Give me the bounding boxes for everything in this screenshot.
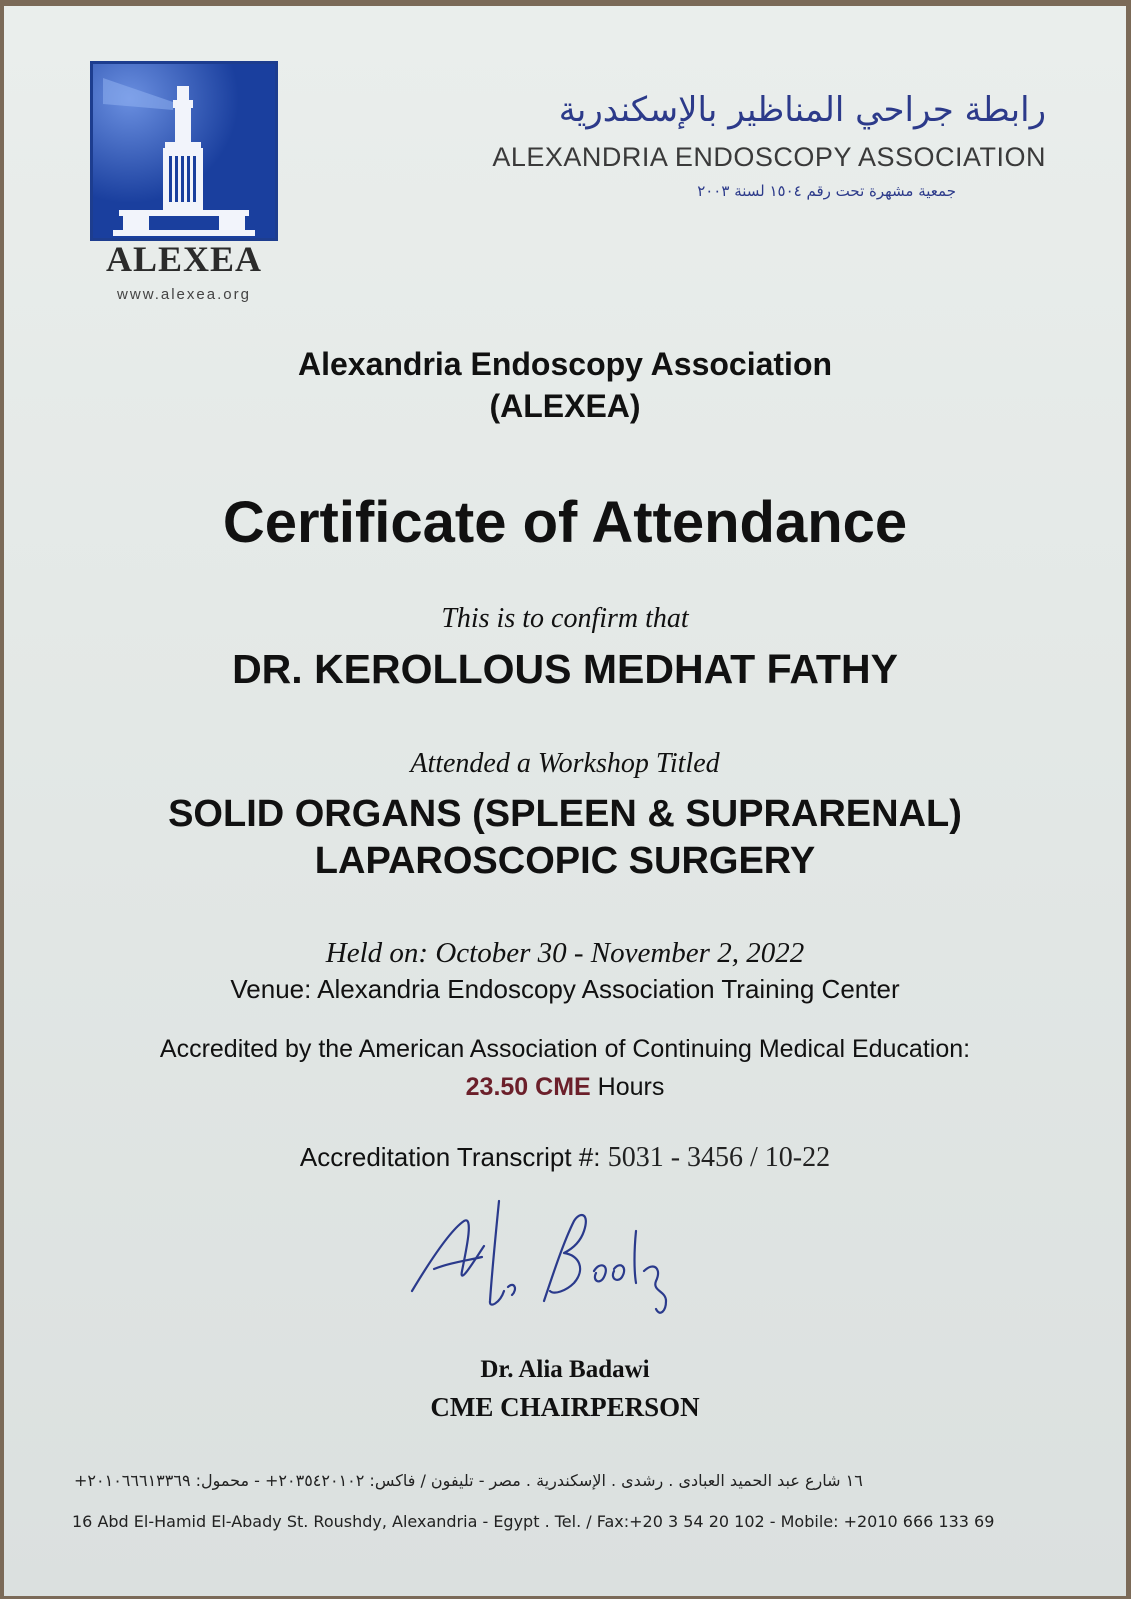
- accreditation-transcript: [4, 1142, 1126, 1174]
- held-on-dates: Held on: October 30 - November 2, 2022: [325, 937, 805, 969]
- transcript-number: 5031 - 3456 / 10-22: [607, 1142, 831, 1173]
- footer-address-english: 16 Abd El-Hamid El-Abady St. Roushdy, Alexandria - Egypt . Tel. / Fax:+20 3 54 20 102 - Mobile: +2010 666 133 69: [72, 1512, 995, 1531]
- signatory-name: Dr. Alia Badawi: [480, 1356, 650, 1383]
- association-name-english: ALEXANDRIA ENDOSCOPY ASSOCIATION: [492, 142, 1046, 172]
- organization-abbreviation: (ALEXEA): [489, 388, 641, 424]
- certificate-title: Certificate of Attendance: [222, 490, 908, 555]
- website-url: www.alexea.org: [117, 286, 251, 303]
- footer-address-arabic: ١٦ شارع عبد الحميد العبادى . رشدى . الإسكندرية . مصر - تليفون / فاكس: ٢٠٣٥٤٢٠١٠٢+ - محمول: ٢٠١٠٦٦٦١٣٣٦٩+: [74, 1471, 863, 1490]
- cme-unit: Hours: [590, 1073, 665, 1101]
- workshop-title-line2: LAPAROSCOPIC SURGERY: [314, 840, 816, 882]
- signatory-role: CME CHAIRPERSON: [430, 1392, 700, 1422]
- association-name-arabic: رابطة جراحي المناظير بالإسكندرية: [558, 90, 1046, 130]
- accreditation-statement: Accredited by the American Association of Continuing Medical Education:: [159, 1035, 971, 1063]
- venue: Venue: Alexandria Endoscopy Association Training Center: [230, 974, 900, 1004]
- attended-text: Attended a Workshop Titled: [410, 748, 720, 779]
- certificate-page: [4, 6, 1126, 1596]
- lighthouse-icon: [93, 64, 275, 238]
- recipient-name: DR. KEROLLOUS MEDHAT FATHY: [232, 646, 898, 692]
- confirm-text: This is to confirm that: [441, 603, 689, 634]
- handwritten-signature: [404, 1191, 694, 1331]
- workshop-title-line1: SOLID ORGANS (SPLEEN & SUPRARENAL): [168, 793, 962, 835]
- registration-arabic: جمعية مشهرة تحت رقم ١٥٠٤ لسنة ٢٠٠٣: [697, 182, 956, 200]
- cme-hours: [4, 1073, 1126, 1102]
- alexea-logo: [90, 61, 278, 241]
- cme-value: 23.50 CME: [465, 1073, 591, 1101]
- organization-name: Alexandria Endoscopy Association: [297, 346, 833, 382]
- logo-wordmark: ALEXEA: [105, 239, 263, 279]
- transcript-label: Accreditation Transcript #:: [299, 1142, 608, 1172]
